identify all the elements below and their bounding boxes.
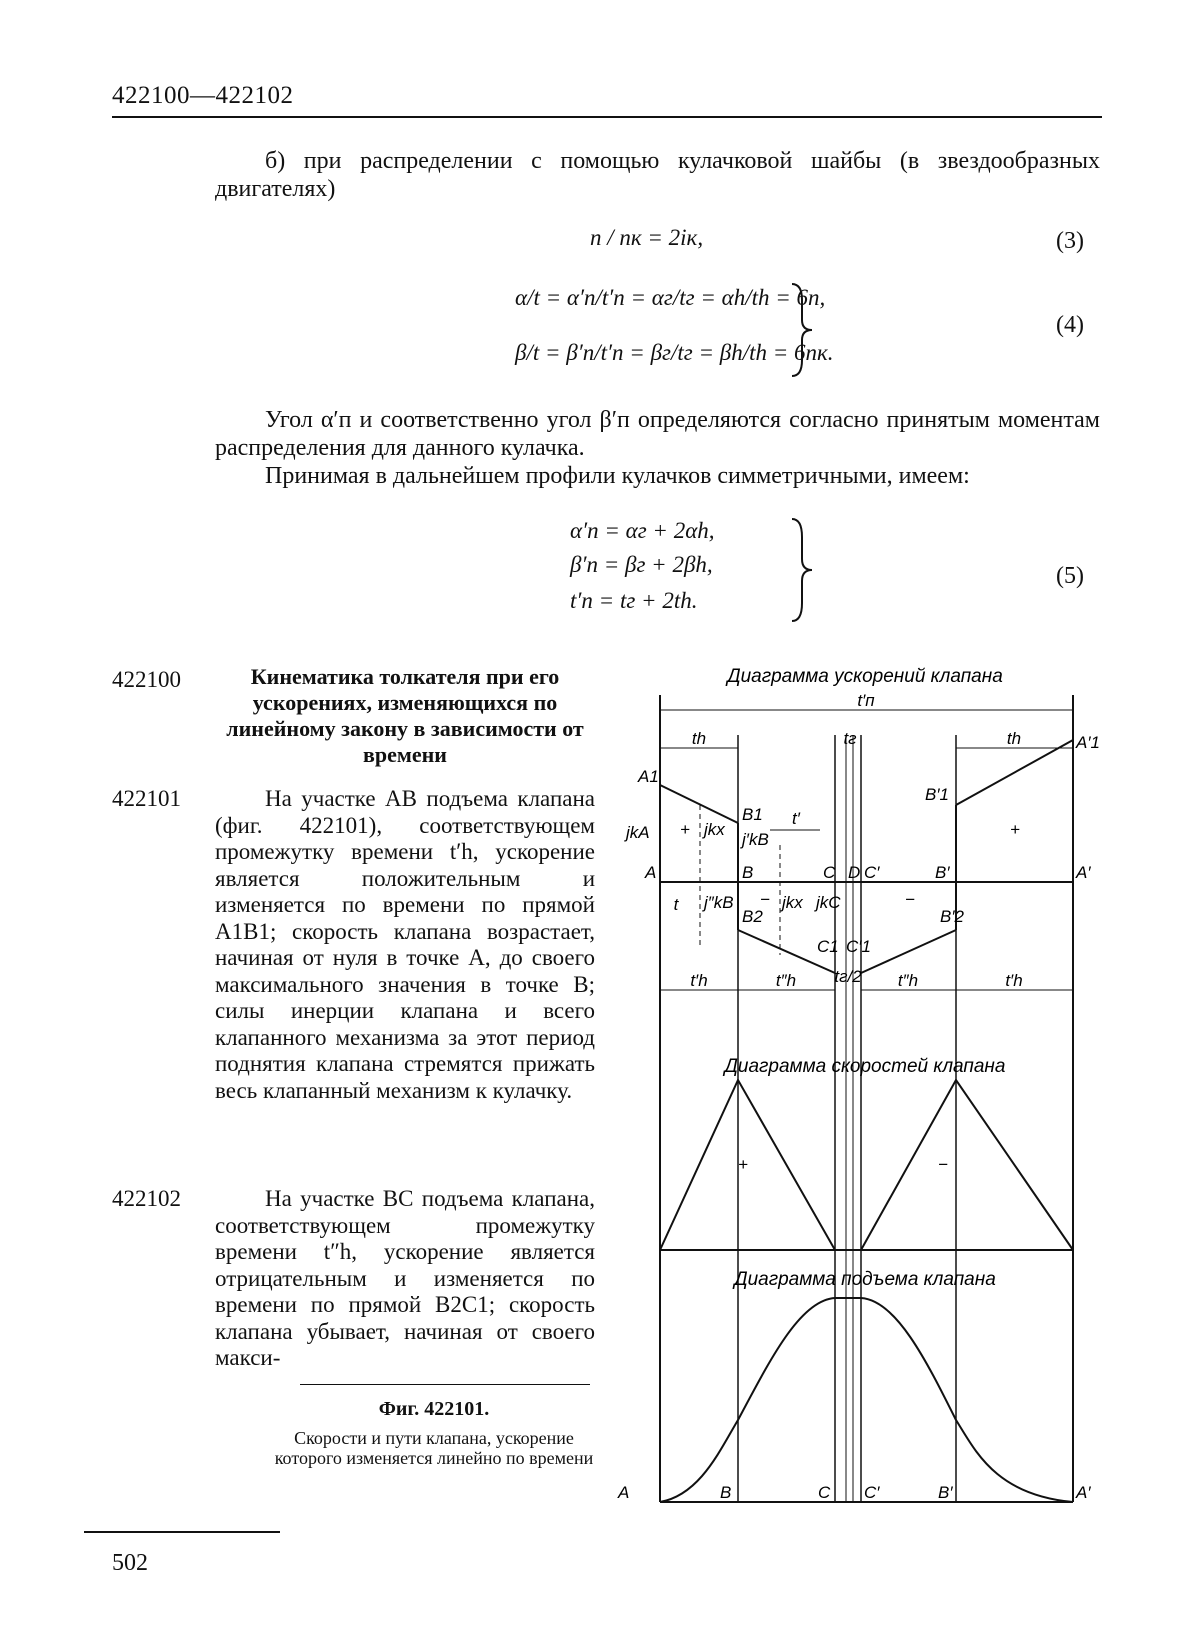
footer-rule — [84, 1531, 280, 1533]
label-C1: C1 — [817, 937, 839, 956]
sign-minus-speed: − — [938, 1155, 948, 1174]
equation-5-line-2: β′п = βг + 2βh, — [570, 552, 713, 577]
sign-minus-accel-left: − — [760, 890, 770, 909]
label-D-axis: D — [848, 863, 861, 882]
label-B-prime-lift: B′ — [938, 1483, 953, 1502]
label-B1: B1 — [742, 805, 763, 824]
label-B-prime-axis: B′ — [935, 863, 950, 882]
equation-5-brace — [788, 515, 818, 625]
label-t2-h-left: t″h — [775, 971, 797, 990]
paragraph-symmetric: Принимая в дальнейшем профили кулачков симметричными, имеем: — [265, 463, 970, 489]
paragraph-angle: Угол α′п и соответственно угол β′п определяются согласно принятым моментам распределения для данного кулачка. — [215, 407, 1100, 461]
equation-5-line-1: α′п = αг + 2αh, — [570, 518, 715, 543]
label-j-kB: j′kB — [742, 830, 769, 849]
speed-diagram-title: Диаграмма скоростей клапана — [724, 1056, 1006, 1077]
accel-diagram-title: Диаграмма ускорений клапана — [727, 666, 1003, 687]
section-number-422102: 422102 — [112, 1186, 181, 1211]
label-t1-h-left: t′h — [690, 971, 708, 990]
label-j-kx-top: jkx — [704, 820, 725, 839]
sign-plus-accel-right: + — [1010, 820, 1020, 839]
page-number: 502 — [112, 1550, 148, 1576]
figure-caption-title: Фиг. 422101. — [378, 1398, 490, 1420]
label-j-kB2: j″kB — [704, 893, 734, 912]
label-C-prime-axis: C′ — [864, 863, 880, 882]
figure-422101 — [618, 660, 1100, 1520]
label-j-kC: jkC — [816, 893, 841, 912]
label-B1-prime: B′1 — [925, 785, 949, 804]
label-B2-prime: B′2 — [940, 907, 964, 926]
section-text-422102: На участке BC подъема клапана, соответствующем промежутку времени t″h, ускорение является отрицательным и изменяется по времени по прямой B2C1; скорость клапана убывает, начиная от своего макси- — [215, 1186, 595, 1370]
label-A-axis: A — [645, 863, 657, 882]
label-t: t — [673, 895, 679, 914]
label-C-axis: C — [823, 863, 836, 882]
sign-minus-accel-right: − — [905, 890, 915, 909]
label-B-axis: B — [742, 863, 754, 882]
label-A-prime-lift: A′ — [1076, 1483, 1091, 1502]
label-t-h-right: th — [1006, 729, 1022, 748]
sign-plus-speed: + — [738, 1155, 748, 1174]
equation-4-number: (4) — [1056, 312, 1084, 338]
label-A1-prime: A′1 — [1076, 733, 1100, 752]
label-B-lift: B — [720, 1483, 732, 1502]
header-section-range: 422100—422102 — [112, 82, 294, 109]
section-number-422101: 422101 — [112, 786, 181, 811]
label-t-g: tг — [843, 729, 857, 748]
label-t-h-left: th — [691, 729, 707, 748]
label-C-lift: C — [818, 1483, 831, 1502]
label-j-kA: jkA — [626, 823, 650, 842]
label-C1-prime: C′1 — [846, 937, 871, 956]
header-rule — [112, 116, 1102, 118]
equation-3-number: (3) — [1056, 228, 1084, 254]
equation-5-number: (5) — [1056, 563, 1084, 589]
lift-diagram-title: Диаграмма подъема клапана — [734, 1269, 996, 1290]
label-A1: A1 — [638, 767, 659, 786]
label-A-prime-axis: A′ — [1076, 863, 1091, 882]
label-t1-h-right: t′h — [1005, 971, 1023, 990]
label-t-n: t′п — [857, 691, 875, 710]
equation-3: n / nк = 2iк, — [590, 225, 704, 250]
equation-5-line-3: t′п = tг + 2th. — [570, 588, 698, 613]
label-j-kx-bottom: jkx — [782, 893, 803, 912]
label-t2-h-right: t″h — [897, 971, 919, 990]
label-t-prime: t′ — [792, 809, 800, 828]
section-text-422101: На участке AB подъема клапана (фиг. 422101), соответствующем промежутку времени t′h, ускорение является положительным и изменяется по времени по прямой A1B1; скорость клапана возрастает, начиная от нуля в точке A, до своего максимального значения в точке B; силы инерции клапана и всего клапанного механизма за этот период поднятия клапана стремятся прижать весь клапанный механизм к кулачку. — [215, 786, 595, 1103]
figure-caption-text: Скорости и пути клапана, ускорение которого изменяется линейно по времени — [274, 1428, 594, 1468]
equation-4-brace — [788, 280, 818, 380]
equation-4-line-1: α/t = α′п/t′п = αг/tг = αh/th = 6n, — [515, 285, 826, 310]
label-B2: B2 — [742, 907, 763, 926]
label-tg-half: tг/2 — [834, 967, 862, 986]
section-number-422100: 422100 — [112, 667, 181, 692]
label-C-prime-lift: C′ — [864, 1483, 880, 1502]
sign-plus-accel-left: + — [680, 820, 690, 839]
label-A-lift: A — [618, 1483, 630, 1502]
section-title-kinematics: Кинематика толкателя при его ускорениях, изменяющихся по линейному закону в зависимости от времени — [226, 664, 584, 767]
caption-rule — [300, 1384, 590, 1385]
equation-4-line-2: β/t = β′п/t′п = βг/tг = βh/th = 6nк. — [515, 340, 834, 365]
intro-item-b: б) при распределении с помощью кулачковой шайбы (в звездообразных двигателях) — [215, 148, 1100, 202]
